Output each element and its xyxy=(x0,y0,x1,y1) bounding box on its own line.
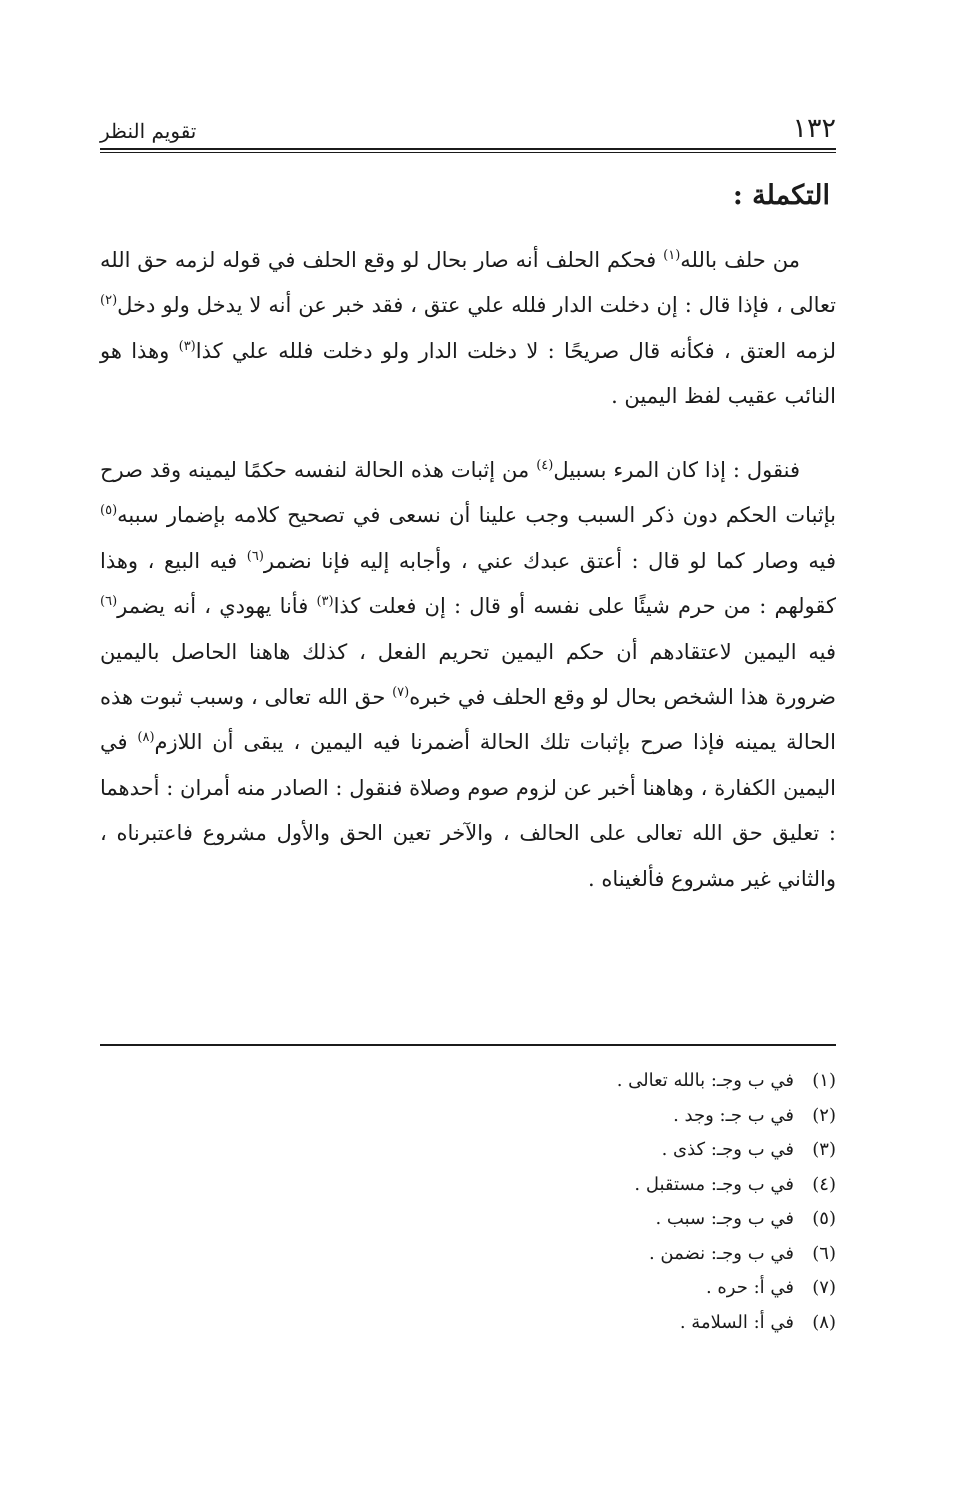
footnote-number: (٦) xyxy=(812,1242,836,1264)
paragraph-1 xyxy=(100,238,836,420)
footnote-text: في أ: حره . xyxy=(705,1277,794,1298)
footnote-reference: (٣) xyxy=(316,594,334,610)
footnote xyxy=(216,1306,836,1341)
footnote-text: في ب وجـ: سبب . xyxy=(655,1208,794,1229)
page-header xyxy=(100,112,836,146)
footnote-reference: (٥) xyxy=(100,503,118,519)
footnote-number: (٣) xyxy=(812,1139,836,1160)
text-segment: لزمه العتق ، فكأنه قال صريحًا : لا دخلت الدار ولو دخلت فلله علي كذا xyxy=(195,338,837,363)
paragraph-2 xyxy=(100,448,836,902)
header-rule xyxy=(100,148,836,153)
text-segment: فنقول : إذا كان المرء بسبيل xyxy=(553,458,800,482)
footnote-separator xyxy=(100,1044,836,1046)
text-segment: في اليمين الكفارة ، وهاهنا أخبر عن لزوم صوم وصلاة فنقول : الصادر منه أمران : أحدهما : تعليق حق الله تعالى على الحالف ، والآخر تعين الحق والأول مشروع فاعتبرناه ، والثاني غير مشروع فألغيناه . xyxy=(100,730,836,891)
footnote-reference: (٤) xyxy=(536,458,554,473)
footnote-number: (٤) xyxy=(812,1173,836,1195)
footnote-reference: (٦) xyxy=(246,548,264,564)
footnote-number: (٢) xyxy=(812,1104,836,1126)
footnote xyxy=(216,1237,836,1272)
text-segment: فيه اليمين لاعتقادهم أن حكم اليمين تحريم الفعل ، كذلك هاهنا الحاصل باليمين ضرورة هذا الشخص بحال لو وقع الحلف في خبره xyxy=(100,639,836,710)
footnote-text: في ب وجـ: مستقبل . xyxy=(634,1173,794,1195)
footnote-text: في أ: السلامة . xyxy=(679,1311,794,1333)
section-heading: التكملة : xyxy=(732,180,830,211)
text-segment: فحكم الحلف أنه صار بحال لو وقع الحلف في قوله لزمه حق الله تعالى ، فإذا قال : إن دخلت الدار فلله علي عتق ، فقد خبر عن أنه لا يدخل ولو دخل xyxy=(100,248,836,318)
footnote-reference: (٦) xyxy=(100,594,118,610)
footnote-number: (٥) xyxy=(812,1208,836,1229)
footnote-reference: (٨) xyxy=(137,730,155,746)
footnote-text: في ب وجـ: بالله تعالى . xyxy=(616,1070,794,1091)
page-number: ١٣٢ xyxy=(792,113,836,144)
footnote xyxy=(216,1168,836,1203)
footnote xyxy=(216,1064,836,1099)
text-segment: حق الله تعالى ، وسبب ثبوت هذه الحالة يمينه فإذا صرح بإثبات تلك الحالة أضمرنا فيه اليمين ، يبقى أن اللازم xyxy=(100,685,837,755)
footnote xyxy=(216,1202,836,1237)
footnote-reference: (٣) xyxy=(178,338,196,354)
text-segment: وهذا هو النائب عقيب لفظ اليمين . xyxy=(100,338,836,409)
footnote-number: (٧) xyxy=(812,1277,836,1298)
footnote-reference: (٢) xyxy=(100,293,118,309)
text-segment: فيه وصار كما لو قال : أعتق عبدك عني ، وأجابه إليه فإنا نضمر xyxy=(263,548,836,573)
footnotes-list xyxy=(216,1064,836,1340)
footnote-text: في ب وجـ: نضمن . xyxy=(648,1242,794,1264)
text-segment: من حلف بالله xyxy=(680,248,800,272)
text-segment: فيه البيع ، وهذا كقولهم : من حرم شيئًا على نفسه أو قال : إن فعلت كذا xyxy=(100,548,836,619)
text-segment: فأنا يهودي ، أنه يضمر xyxy=(117,594,317,619)
footnote-reference: (٧) xyxy=(392,685,410,701)
footnote-reference: (١) xyxy=(663,248,681,263)
footnote-text: في ب جـ: وجد . xyxy=(673,1104,794,1126)
running-title: تقويم النظر xyxy=(100,119,197,143)
footnote xyxy=(216,1099,836,1134)
footnote xyxy=(216,1271,836,1306)
footnote-number: (٨) xyxy=(812,1311,836,1333)
text-segment: من إثبات هذه الحالة لنفسه حكمًا ليمينه وقد صرح بإثبات الحكم دون ذكر السبب وجب علينا أن نسعى في تصحيح كلامه بإضمار سببه xyxy=(100,458,836,528)
footnote xyxy=(216,1133,836,1168)
footnote-number: (١) xyxy=(812,1070,836,1091)
footnote-text: في ب وجـ: كذى . xyxy=(661,1139,794,1160)
